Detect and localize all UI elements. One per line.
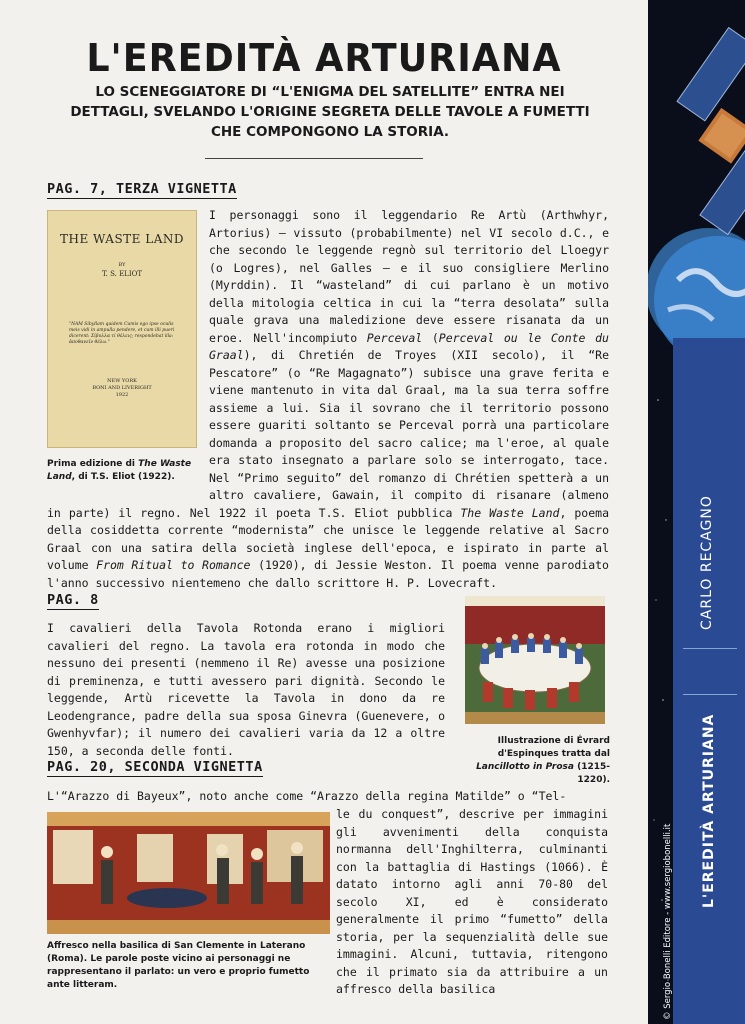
section-heading-pag20: PAG. 20, SECONDA VIGNETTA — [47, 759, 263, 775]
round-table-caption: Illustrazione di Évrard d'Espinques tratta dal Lancillotto in Prosa (1215-1220). — [476, 736, 610, 785]
book-title: THE WASTE LAND — [60, 232, 184, 246]
sidebar-blue-band — [673, 338, 745, 1024]
fresco-caption: Affresco nella basilica di San Clemente in Laterano (Roma). Le parole poste vicino ai personaggi ne rappresentano il parlato: un vero e proprio fumetto ante litteram. — [47, 941, 310, 990]
round-table-illustration — [465, 596, 605, 724]
sidebar-divider-bottom — [683, 694, 737, 695]
section1-body — [47, 207, 609, 592]
sidebar-divider-top — [683, 648, 737, 649]
book-author: T. S. ELIOT — [101, 270, 143, 278]
copyright-credit: © Sergio Bonelli Editore - www.sergiobonelli.it — [663, 823, 673, 1020]
title-divider — [205, 158, 423, 159]
san-clemente-fresco-image — [47, 812, 330, 934]
article-title: L'EREDITÀ ARTURIANA — [86, 36, 562, 80]
article-subtitle: LO SCENEGGIATORE DI “L'ENIGMA DEL SATELLITE” ENTRA NEI DETTAGLI, SVELANDO L'ORIGINE SEGRETA DELLE TAVOLE A FUMETTI CHE COMPONGONO LA STORIA. — [70, 84, 590, 140]
section3-paragraph: le du conquest”, descrive per immagini gli avvenimenti della conquista normanna dell'Inghilterra, culminanti con la battaglia di Hastings (1066). È datato intorno agli anni 70-80 del secolo XI, ed è considerato generalmente il primo “fumetto” della storia, per la sequenzialità delle sue immagini. Alcuni, tuttavia, ritengono che il primato sia da attribuire a un affresco della basilica — [336, 807, 608, 996]
section1-paragraph: I personaggi sono il leggendario Re Artù (Arthwhyr, Artorius) – vissuto (probabilmente) nel VI secolo d.C., e che secondo le leggende regnò sul territorio del Lloegyr (o Logres), nel Galles – e il suo consigliere Merlino (Myrddin). Il “wasteland” di cui parlano è un motivo della mitologia celtica in cui la “terra desolata” sulla quale grava una maledizione deve essere risanata da un eroe. Nell'incompiuto Perceval (Perceval ou le Conte du Graal), di Chretién de Troyes (XII secolo), il “Re Pescatore” (o “Re Magagnato”) subisce una grave ferita e viene mantenuto in vita dal Graal, ma la sua terra soffre assieme a lui. Sia il sovrano che il territorio possono essere guariti soltanto se Perceval porrà una particolare domanda a proposito del sacro calice; ma l'eroe, al quale era stato insegnato a parlare solo se interrogato, tace. Nel “Primo seguito” del romanzo di Chrétien spetterà a un altro cavaliere, Gawain, il compito di risanare (almeno in parte) il regno. Nel 1922 il poeta T.S. Eliot pubblica The Waste Land, poema della cosiddetta corrente “modernista” che unisce le leggende relative al Sacro Graal con una satira della società inglese dell'epoca, e ispirato in parte al volume From Ritual to Romance (1920), di Jessie Weston. Il poema venne parodiato l'anno successivo nientemeno che dallo scrittore H. P. Lovecraft. — [47, 208, 609, 590]
book-epigraph: "NAM Sibyllam quidem Cumis ego ipse oculis meis vidi in ampulla pendere, et cum illi pueri dicerent: Σίβυλλα τί θέλεις; respondebat illa: ἀποθανεῖν θέλω." — [69, 322, 175, 345]
section-heading-pag7: PAG. 7, TERZA VIGNETTA — [47, 181, 237, 197]
book-by: BY — [118, 262, 126, 268]
sidebar-author: CARLO RECAGNO — [699, 495, 715, 630]
book-publisher: NEW YORK BONI AND LIVERIGHT 1922 — [92, 378, 152, 398]
section3-intro-line: L'“Arazzo di Bayeux”, noto anche come “Arazzo della regina Matilde” o “Tel- — [47, 789, 567, 803]
book-caption: Prima edizione di The Waste Land, di T.S. Eliot (1922). — [47, 459, 192, 482]
section2-paragraph: I cavalieri della Tavola Rotonda erano i migliori cavalieri del regno. La tavola era rotonda in modo che nessuno dei presenti (nemmeno il Re) avesse una posizione di preminenza, e tutti avessero pari dignità. Secondo le leggende, Artù ricevette la Tavola in dono da re Leodengrance, padre della sua sposa Ginevra (Guenevere, o Gwenhyvfar); il numero dei cavalieri varia da 12 a oltre 150, a seconda delle fonti. — [47, 621, 445, 758]
sidebar-series-title: L'EREDITÀ ARTURIANA — [701, 713, 717, 908]
section-heading-pag8: PAG. 8 — [47, 592, 99, 608]
